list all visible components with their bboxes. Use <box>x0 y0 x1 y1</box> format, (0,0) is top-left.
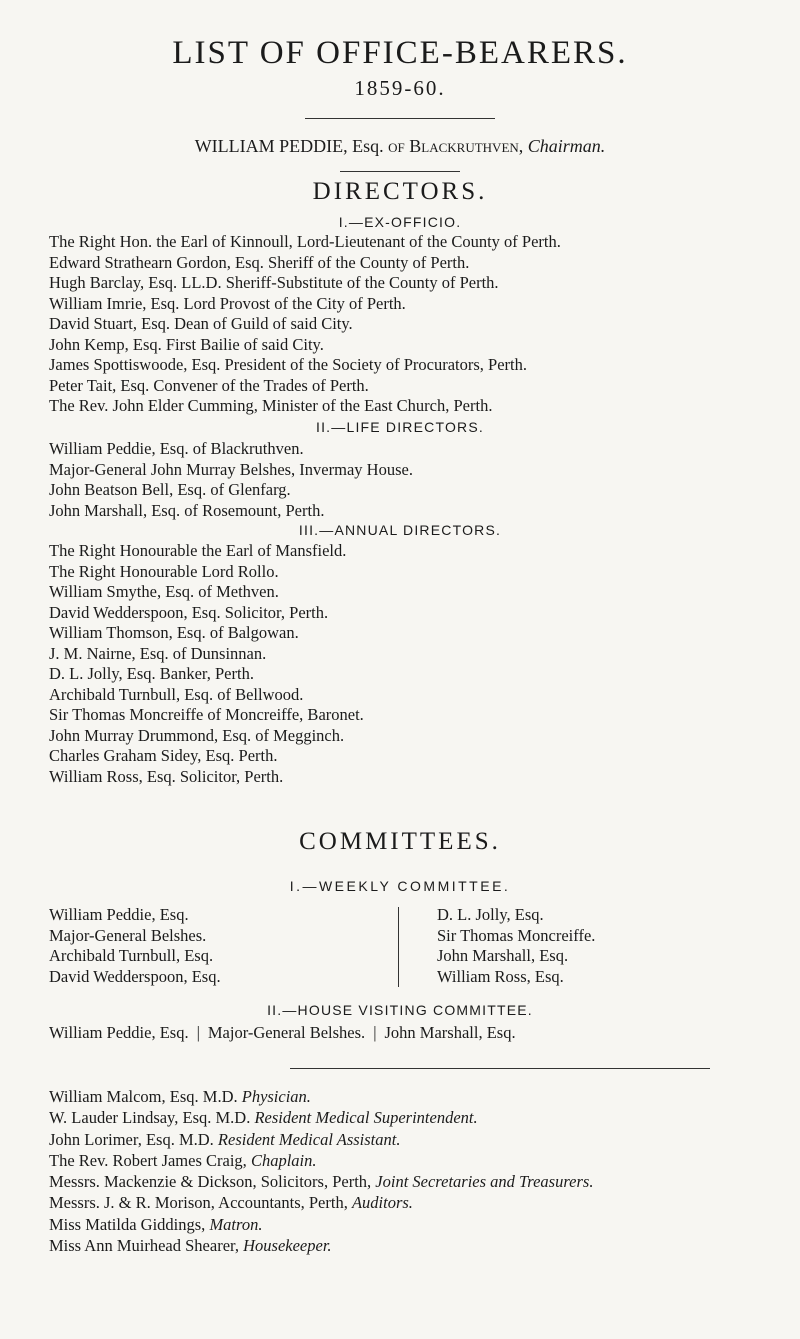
officer-role: Housekeeper. <box>243 1236 332 1256</box>
list-item: John Marshall, Esq. <box>384 1023 516 1042</box>
list-item: The Right Hon. the Earl of Kinnoull, Lord-Lieutenant of the County of Perth. <box>49 232 561 251</box>
house-visiting-members <box>49 1023 516 1043</box>
list-item: William Smythe, Esq. of Methven. <box>49 582 279 601</box>
list-item: William Imrie, Esq. Lord Provost of the City of Perth. <box>49 293 406 313</box>
officer-name: Miss Ann Muirhead Shearer, <box>49 1236 239 1256</box>
officer-row <box>49 1192 593 1213</box>
list-item: Major-General Belshes. <box>207 1023 366 1042</box>
separator: | <box>373 1023 377 1042</box>
list-item: Sir Thomas Moncreiffe. <box>437 925 596 945</box>
list-item: D. L. Jolly, Esq. <box>437 905 544 924</box>
officer-row <box>49 1086 593 1107</box>
list-item: William Ross, Esq. <box>437 966 564 986</box>
chairman-rule <box>340 171 460 172</box>
directors-heading: DIRECTORS. <box>312 178 488 205</box>
list-item: James Spottiswoode, Esq. President of the Society of Procurators, Perth. <box>49 355 527 374</box>
officer-row <box>49 1214 593 1235</box>
officer-role: Chaplain. <box>250 1150 317 1170</box>
list-item: John Beatson Bell, Esq. of Glenfarg. <box>49 480 291 499</box>
life-directors-list <box>49 439 789 521</box>
officer-role: Joint Secretaries and Treasurers. <box>375 1172 594 1192</box>
weekly-committee-members <box>49 905 749 989</box>
officer-name: The Rev. Robert James Craig, <box>49 1150 247 1170</box>
officer-name: Messrs. J. & R. Morison, Accountants, Perth, <box>49 1193 348 1213</box>
officer-name: John Lorimer, Esq. M.D. <box>49 1129 214 1149</box>
officer-row <box>49 1107 593 1128</box>
list-item: Archibald Turnbull, Esq. of Bellwood. <box>49 684 304 704</box>
officers-list <box>49 1086 593 1256</box>
ex-officio-heading: I.—EX-OFFICIO. <box>338 214 462 230</box>
officer-row <box>49 1235 593 1256</box>
officer-name: Messrs. Mackenzie & Dickson, Solicitors, Perth, <box>49 1172 372 1192</box>
list-item: Sir Thomas Moncreiffe of Moncreiffe, Baronet. <box>49 705 364 724</box>
list-item: John Marshall, Esq. <box>437 946 569 965</box>
list-item: Charles Graham Sidey, Esq. Perth. <box>49 746 278 765</box>
officer-role: Resident Medical Assistant. <box>217 1129 401 1149</box>
officer-row <box>49 1129 593 1150</box>
chairman-of: of Blackruthven, <box>388 136 524 156</box>
chairman-name: WILLIAM PEDDIE, Esq. <box>194 136 384 156</box>
ex-officio-list <box>49 232 789 417</box>
list-item: Peter Tait, Esq. Convener of the Trades of Perth. <box>49 375 369 395</box>
annual-directors-heading: III.—ANNUAL DIRECTORS. <box>298 522 502 538</box>
list-item: Edward Strathearn Gordon, Esq. Sheriff of the County of Perth. <box>49 252 470 272</box>
committees-heading: COMMITTEES. <box>299 828 501 855</box>
weekly-committee-left <box>49 905 221 987</box>
annual-directors-list <box>49 541 789 787</box>
officer-role: Auditors. <box>351 1193 413 1213</box>
page-title: LIST OF OFFICE-BEARERS. <box>172 35 628 71</box>
officer-name: Miss Matilda Giddings, <box>49 1214 206 1234</box>
officer-role: Resident Medical Superintendent. <box>254 1108 478 1128</box>
list-item: Archibald Turnbull, Esq. <box>49 946 214 965</box>
officer-role: Physician. <box>241 1087 311 1106</box>
list-item: John Murray Drummond, Esq. of Megginch. <box>49 725 345 745</box>
officer-row <box>49 1171 593 1192</box>
weekly-committee-right <box>437 905 595 987</box>
list-item: John Kemp, Esq. First Bailie of said City. <box>49 334 324 354</box>
officer-role: Matron. <box>209 1214 263 1234</box>
list-item: David Wedderspoon, Esq. Solicitor, Perth. <box>49 602 329 622</box>
column-divider <box>398 907 399 987</box>
separator: | <box>196 1023 200 1042</box>
list-item: Hugh Barclay, Esq. LL.D. Sheriff-Substitute of the County of Perth. <box>49 273 499 292</box>
list-item: John Marshall, Esq. of Rosemount, Perth. <box>49 500 325 520</box>
list-item: The Right Honourable Lord Rollo. <box>49 561 279 581</box>
officer-name: William Malcom, Esq. M.D. <box>49 1087 238 1106</box>
officer-name: W. Lauder Lindsay, Esq. M.D. <box>49 1108 251 1128</box>
life-directors-heading: II.—LIFE DIRECTORS. <box>315 419 484 435</box>
list-item: D. L. Jolly, Esq. Banker, Perth. <box>49 664 254 683</box>
list-item: Major-General Belshes. <box>49 925 207 945</box>
chairman-role: Chairman. <box>527 136 606 156</box>
page-years: 1859-60. <box>354 76 446 100</box>
list-item: William Peddie, Esq. <box>49 1023 189 1042</box>
list-item: Major-General John Murray Belshes, Invermay House. <box>49 459 413 479</box>
title-rule <box>305 118 495 119</box>
list-item: William Peddie, Esq. <box>49 905 189 924</box>
list-item: David Wedderspoon, Esq. <box>49 966 221 986</box>
list-item: The Rev. John Elder Cumming, Minister of the East Church, Perth. <box>49 396 493 415</box>
list-item: J. M. Nairne, Esq. of Dunsinnan. <box>49 643 267 663</box>
list-item: The Right Honourable the Earl of Mansfield. <box>49 541 347 560</box>
list-item: William Thomson, Esq. of Balgowan. <box>49 623 299 642</box>
list-item: William Peddie, Esq. of Blackruthven. <box>49 439 304 458</box>
chairman-line <box>0 136 800 157</box>
weekly-committee-heading: I.—WEEKLY COMMITTEE. <box>289 878 511 894</box>
officer-row <box>49 1150 593 1171</box>
list-item: David Stuart, Esq. Dean of Guild of said City. <box>49 314 353 333</box>
officers-rule <box>290 1068 710 1069</box>
house-visiting-heading: II.—HOUSE VISITING COMMITTEE. <box>267 1002 533 1018</box>
list-item: William Ross, Esq. Solicitor, Perth. <box>49 766 284 786</box>
